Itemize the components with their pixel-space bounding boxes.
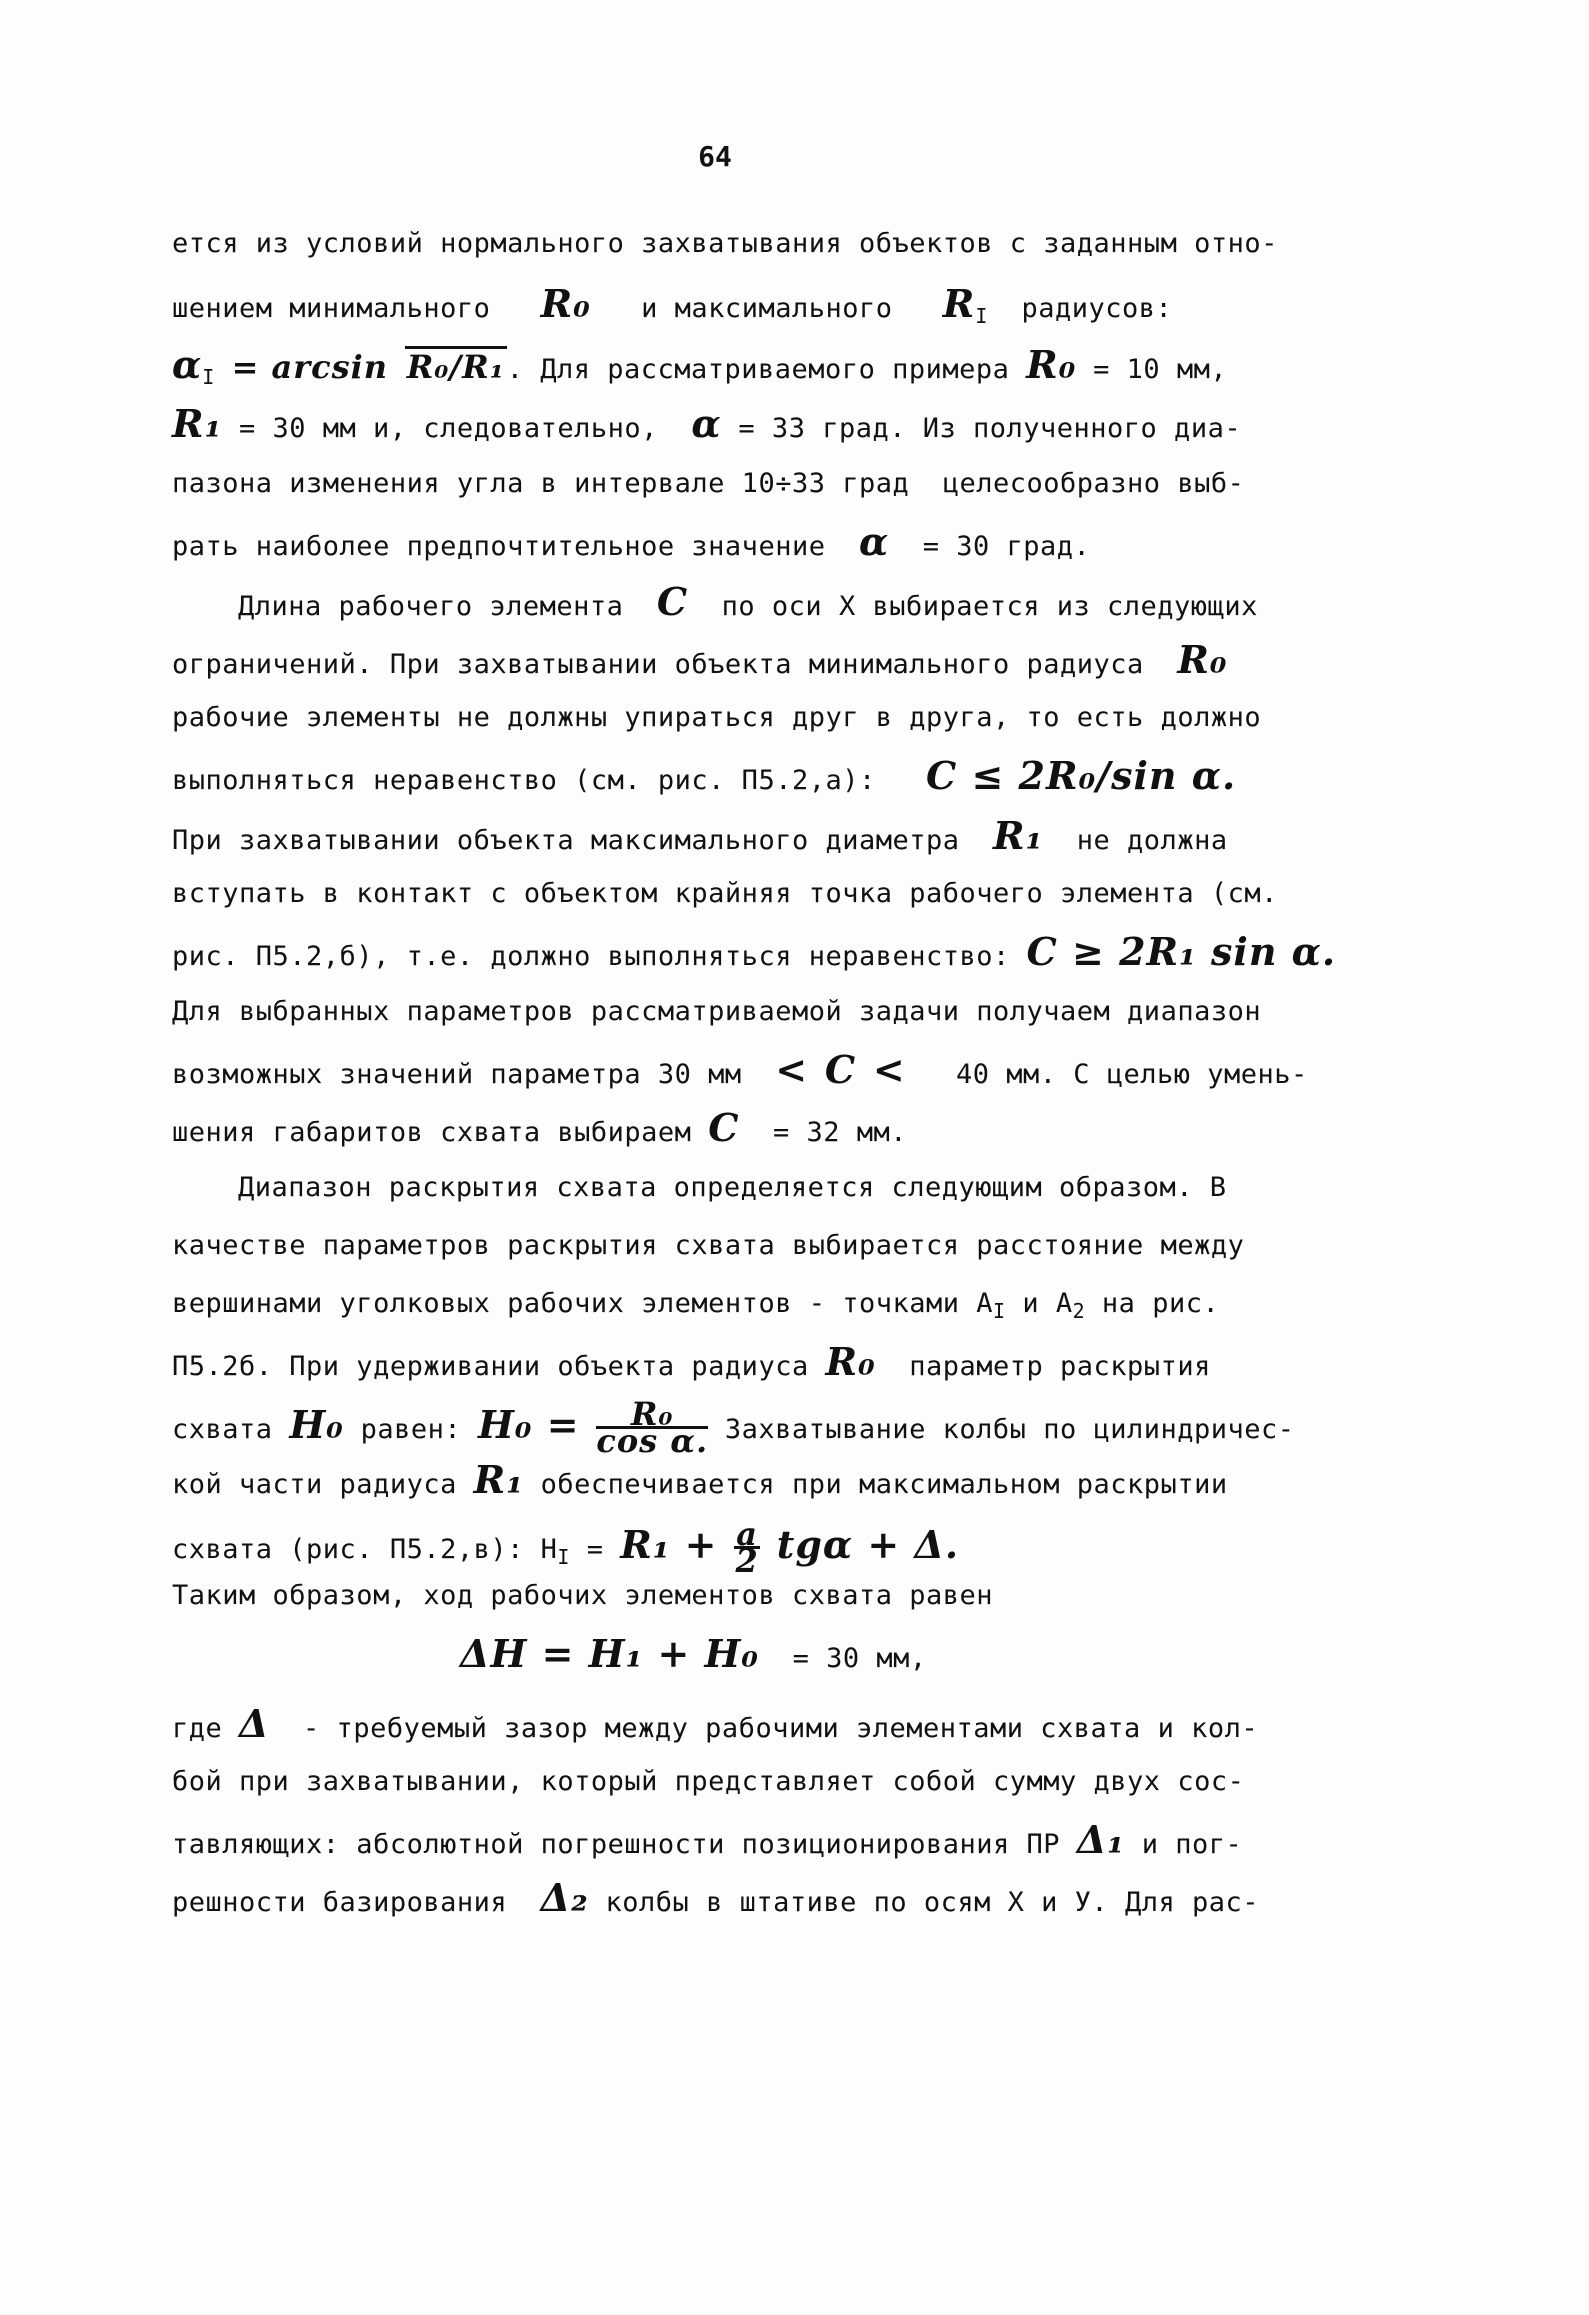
text: шения габаритов схвата выбираем: [172, 1117, 692, 1148]
text: = 30 мм,: [792, 1643, 927, 1674]
text: рабочие элементы не должны упираться друг в друга, то есть должно: [172, 702, 1262, 733]
subscript: I: [557, 1545, 570, 1569]
handwritten-inequality-2: C ≥ 2R₁ sin α.: [1026, 929, 1337, 974]
handwritten-delta-1: Δ₁: [1076, 1817, 1125, 1862]
handwritten-R0: R₀: [825, 1339, 876, 1384]
text-line: [172, 700, 1261, 736]
handwritten-RI: R: [942, 281, 976, 326]
subscript: I: [975, 304, 988, 328]
text: рис. П5.2,б), т.е. должно выполняться неравенство:: [172, 941, 1010, 972]
handwritten-C: C: [656, 579, 689, 624]
text: выполняться неравенство (см. рис. П5.2,а):: [172, 765, 876, 796]
text: Захватывание колбы по цилиндричес-: [724, 1414, 1295, 1445]
text: Длина рабочего элемента: [238, 591, 624, 622]
handwritten-R0: R₀: [1177, 637, 1228, 682]
handwritten-less-than: <: [775, 1047, 809, 1092]
text: колбы в штативе по осям X и У. Для рас-: [605, 1887, 1259, 1918]
text: и A: [1022, 1288, 1073, 1319]
text: на рис.: [1101, 1288, 1220, 1319]
handwritten-less-than: <: [872, 1047, 906, 1092]
text: по оси X выбирается из следующих: [721, 591, 1258, 622]
text-line: [172, 994, 1261, 1030]
handwritten-C: C: [708, 1105, 740, 1150]
fraction-numerator: a: [736, 1515, 759, 1553]
text-line: [172, 1228, 1244, 1264]
text: кой части радиуса: [172, 1469, 457, 1500]
text: При захватывании объекта максимального диаметра: [172, 825, 960, 856]
handwritten-alpha-I: α: [172, 342, 203, 387]
text: = 33 град. Из полученного диа-: [738, 413, 1242, 444]
text-line: [172, 1047, 1308, 1093]
text-line: [172, 1105, 907, 1151]
text-line: [172, 813, 1228, 859]
text-line: [238, 1170, 1227, 1206]
text: = 30 мм и, следовательно,: [239, 413, 658, 444]
text-line: [172, 1339, 1211, 1385]
text-line: [172, 1701, 1259, 1747]
text: Для выбранных параметров рассматриваемой задачи получаем диапазон: [172, 996, 1262, 1027]
text-line: [172, 637, 1228, 683]
text-line: [172, 753, 1237, 799]
fraction-denominator: 2: [735, 1542, 759, 1580]
text: решности базирования: [172, 1887, 508, 1918]
handwritten-C: C: [824, 1047, 857, 1092]
equals: =: [586, 1534, 604, 1565]
text-line: [172, 1875, 1259, 1921]
handwritten-R0: R₀: [540, 281, 591, 326]
text: параметр раскрытия: [909, 1351, 1211, 1382]
handwritten-tg-delta: tgα + Δ.: [776, 1522, 960, 1567]
text: 40 мм. С целью умень-: [955, 1059, 1308, 1090]
text-line: [172, 1515, 960, 1580]
handwritten-H0-eq: H₀ =: [477, 1402, 580, 1447]
text-line: [172, 1817, 1243, 1863]
text: П5.2б. При удерживании объекта радиуса: [172, 1351, 809, 1382]
handwritten-delta: Δ: [239, 1701, 270, 1746]
handwritten-sqrt-ratio: R₀/R₁: [406, 348, 505, 386]
text: бой при захватывании, который представляет собой сумму двух сос-: [172, 1766, 1245, 1797]
handwritten-R1: R₁: [993, 813, 1044, 858]
text: = 30 град.: [922, 531, 1091, 562]
text: пазона изменения угла в интервале 10÷33 град целесообразно выб-: [172, 468, 1245, 499]
handwritten-alpha: α: [858, 519, 890, 564]
text: схвата (рис. П5.2,в): H: [172, 1534, 558, 1565]
text: схвата: [172, 1414, 273, 1445]
text-line: [172, 401, 1242, 447]
text: обеспечивается при максимальном раскрытии: [540, 1469, 1228, 1500]
text: не должна: [1076, 825, 1228, 856]
text: равен:: [360, 1414, 462, 1445]
text-line: [172, 876, 1278, 912]
text: шением минимального: [172, 293, 491, 324]
text-line: $\alpha_I = \arcsin R_0/R_1$. Для рассматриваемого примера R₀ = 10 мм,: [172, 342, 1228, 389]
text: вершинами уголковых рабочих элементов - точками A: [172, 1288, 994, 1319]
text-line: [172, 1395, 1295, 1460]
subscript: I: [993, 1299, 1006, 1323]
handwritten-R1: R₁: [172, 401, 223, 446]
text: - требуемый зазор между рабочими элементами схвата и кол-: [303, 1713, 1259, 1744]
text: ограничений. При захватывании объекта минимального радиуса: [172, 649, 1144, 680]
text-line: [172, 1286, 1219, 1329]
text-line: [172, 1578, 993, 1614]
handwritten-delta-2: Δ₂: [540, 1875, 589, 1920]
text: радиусов:: [1021, 293, 1173, 324]
text: тавляющих: абсолютной погрешности позиционирования ПР: [172, 1829, 1061, 1860]
text-line: [172, 929, 1337, 975]
text: и максимального: [641, 293, 893, 324]
text: = 10 мм,: [1093, 354, 1228, 385]
text: Диапазон раскрытия схвата определяется следующим образом. В: [238, 1172, 1227, 1203]
text-line: [172, 1457, 1228, 1503]
handwritten-R1-plus: R₁ +: [620, 1522, 718, 1567]
text: Таким образом, ход рабочих элементов схвата равен: [172, 1580, 994, 1611]
text: возможных значений параметра 30 мм: [172, 1059, 742, 1090]
text-line: [238, 579, 1258, 625]
subscript: I: [202, 365, 215, 389]
text: где: [172, 1713, 223, 1744]
handwritten-R1: R₁: [473, 1457, 524, 1502]
text-line: [172, 281, 1173, 334]
handwritten-fraction-a-2: [734, 1515, 760, 1580]
fraction-numerator: R₀: [596, 1402, 708, 1429]
text: вступать в контакт с объектом крайняя точка рабочего элемента (см.: [172, 878, 1278, 909]
text-line: [172, 226, 1278, 262]
text: Для рассматриваемого примера: [540, 354, 1010, 385]
handwritten-H0: H₀: [289, 1402, 344, 1447]
text-line: [172, 519, 1091, 565]
handwritten-alpha: α: [691, 401, 722, 446]
handwritten-arcsin: = arcsin: [231, 348, 389, 386]
text: качестве параметров раскрытия схвата выбирается расстояние между: [172, 1230, 1245, 1261]
page-number: 64: [698, 140, 732, 173]
text: и пог-: [1141, 1829, 1243, 1860]
text: = 32 мм.: [772, 1117, 907, 1148]
handwritten-Rc: R₀: [1026, 342, 1077, 387]
text-line: [172, 466, 1244, 502]
text: рать наиболее предпочтительное значение: [172, 531, 826, 562]
handwritten-fraction: [596, 1395, 709, 1460]
fraction-denominator: cos α.: [596, 1422, 709, 1460]
handwritten-delta-H: ΔH = H₁ + H₀: [460, 1631, 760, 1676]
formula-line: [460, 1631, 927, 1677]
text: ется из условий нормального захватывания объектов с заданным отно-: [172, 228, 1278, 259]
text-line: [172, 1764, 1244, 1800]
subscript: 2: [1072, 1299, 1086, 1323]
handwritten-inequality-1: C ≤ 2R₀/sin α.: [926, 753, 1237, 798]
